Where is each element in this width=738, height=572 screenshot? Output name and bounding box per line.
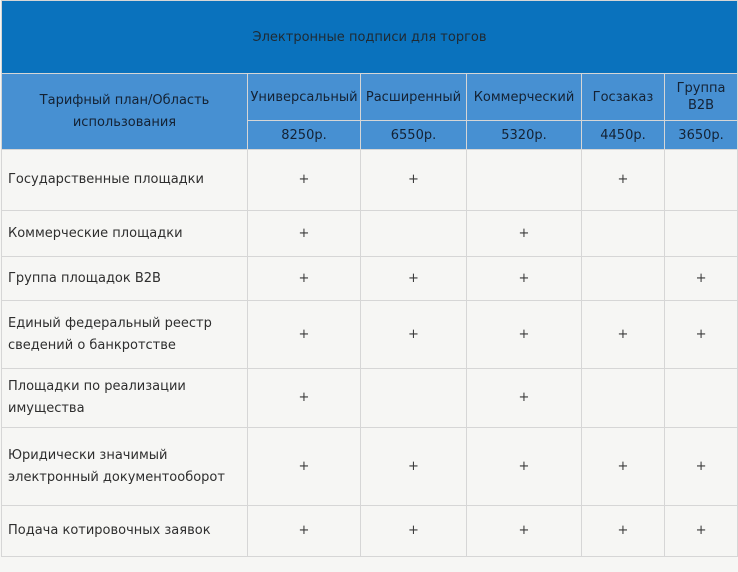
feature-mark: +	[582, 301, 665, 369]
table-row	[2, 369, 738, 428]
feature-mark: +	[361, 301, 467, 369]
feature-mark: +	[467, 211, 582, 257]
plan-header-goszakaz: Госзаказ	[582, 74, 665, 121]
plan-header-row	[2, 74, 738, 121]
plan-header-commercial: Коммерческий	[467, 74, 582, 121]
feature-mark: +	[582, 428, 665, 506]
table-row	[2, 150, 738, 211]
table-row	[2, 211, 738, 257]
table-title-row	[2, 1, 738, 74]
feature-mark: +	[361, 257, 467, 301]
feature-mark: +	[361, 428, 467, 506]
feature-mark: +	[361, 506, 467, 557]
feature-mark	[361, 369, 467, 428]
feature-mark: +	[248, 301, 361, 369]
feature-mark	[582, 257, 665, 301]
row-area-label: Группа площадок B2B	[2, 257, 248, 301]
row-area-label: Подача котировочных заявок	[2, 506, 248, 557]
table-row	[2, 301, 738, 369]
feature-mark	[361, 211, 467, 257]
plan-header-universal: Универсальный	[248, 74, 361, 121]
feature-mark: +	[467, 428, 582, 506]
feature-mark: +	[467, 301, 582, 369]
feature-mark: +	[361, 150, 467, 211]
feature-mark	[665, 150, 738, 211]
plan-header-extended: Расширенный	[361, 74, 467, 121]
plan-header-b2b: Группа B2B	[665, 74, 738, 121]
plan-price-universal: 8250р.	[248, 121, 361, 150]
feature-mark: +	[665, 506, 738, 557]
feature-mark	[582, 369, 665, 428]
feature-mark: +	[467, 369, 582, 428]
pricing-table-container	[1, 0, 737, 572]
row-area-label: Площадки по реализации имущества	[2, 369, 248, 428]
feature-mark: +	[248, 506, 361, 557]
table-row	[2, 506, 738, 557]
pricing-table	[1, 0, 738, 557]
feature-mark: +	[248, 257, 361, 301]
feature-mark: +	[248, 428, 361, 506]
row-area-label: Государственные площадки	[2, 150, 248, 211]
feature-mark	[665, 211, 738, 257]
feature-mark: +	[665, 428, 738, 506]
row-area-label: Коммерческие площадки	[2, 211, 248, 257]
feature-mark: +	[248, 211, 361, 257]
row-area-label: Юридически значимый электронный документооборот	[2, 428, 248, 506]
feature-mark: +	[467, 506, 582, 557]
feature-mark: +	[248, 369, 361, 428]
plan-price-extended: 6550р.	[361, 121, 467, 150]
feature-mark: +	[665, 257, 738, 301]
plan-price-commercial: 5320р.	[467, 121, 582, 150]
feature-mark	[467, 150, 582, 211]
feature-mark: +	[248, 150, 361, 211]
plan-price-b2b: 3650р.	[665, 121, 738, 150]
row-area-label: Единый федеральный реестр сведений о банкротстве	[2, 301, 248, 369]
feature-mark	[665, 369, 738, 428]
plan-price-goszakaz: 4450р.	[582, 121, 665, 150]
feature-mark: +	[582, 150, 665, 211]
table-row	[2, 428, 738, 506]
feature-mark: +	[665, 301, 738, 369]
table-row	[2, 257, 738, 301]
feature-mark: +	[582, 506, 665, 557]
feature-mark	[582, 211, 665, 257]
feature-mark: +	[467, 257, 582, 301]
area-column-header: Тарифный план/Область использования	[2, 74, 248, 150]
table-title: Электронные подписи для торгов	[2, 1, 738, 74]
